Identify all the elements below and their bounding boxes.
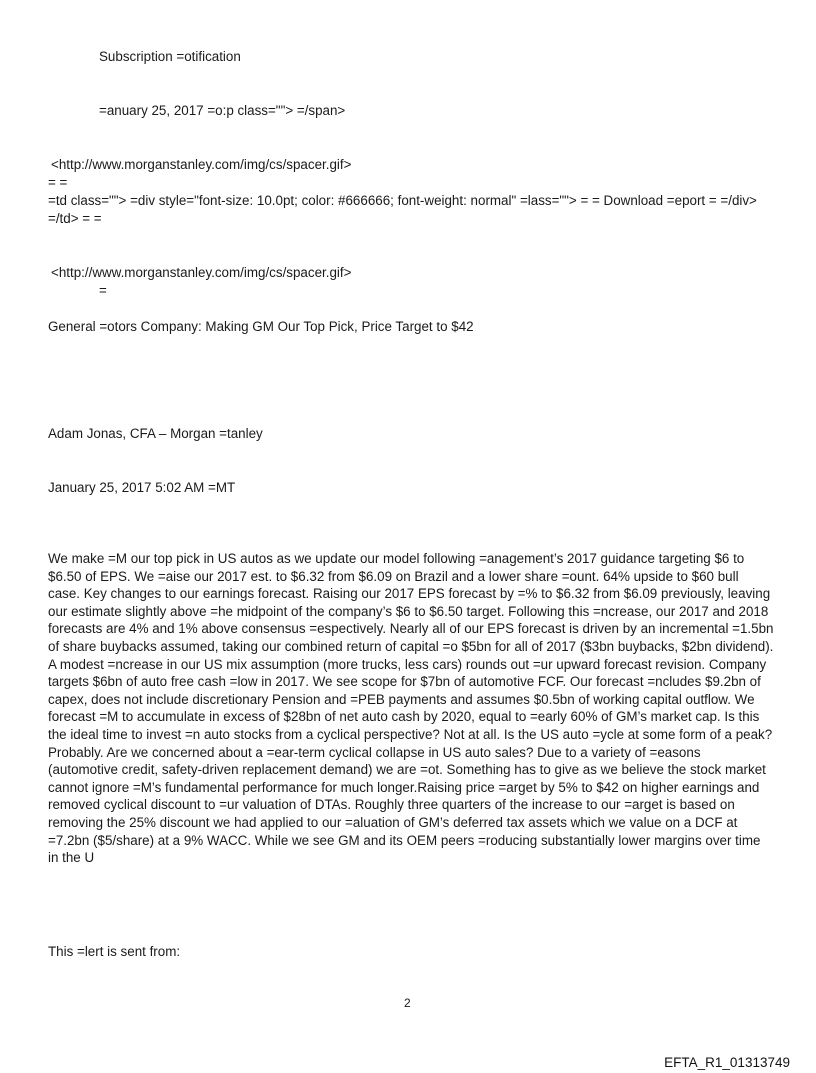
- article-body: We make =M our top pick in US autos as we update our model following =anagement’s 2017 guidance targeting $6 to $6.50 of EPS. We =aise our 2017 est. to $6.32 from $6.09 on Brazil and a lower share =ount. 64% upside to $60 bull case. Key changes to our earnings forecast. Raising our 2017 EPS forecast by =% to $6.32 from $6.09 previously, leaving our estimate slightly above =he midpoint of the company’s $6 to $6.50 target. Following this =ncrease, our 2017 and 2018 forecasts are 4% and 1% above consensus =espectively. Nearly all of our EPS forecast is driven by an incremental =1.5bn of share buybacks assumed, taking our combined return of capital =o $5bn for all of 2017 ($3bn buybacks, $2bn dividend). A modest =ncrease in our US mix assumption (more trucks, less cars) rounds out =ur upward forecast revision. Company targets $6bn of auto free cash =low in 2017. We see scope for $7bn of automotive FCF. Our forecast =ncludes $9.2bn of capex, does not include discretionary Pension and =PEB payments and assumes $0.5bn of working capital outflow. We forecast =M to accumulate in excess of $28bn of net auto cash by 2020, equal to =early 60% of GM’s market cap. Is this the ideal time to invest =n auto stocks from a cyclical perspective? Not at all. Is the US auto =ycle at some form of a peak? Probably. Are we concerned about a =ear-term cyclical collapse in US auto sales? Due to a variety of =easons (automotive credit, safety-driven replacement demand) we are =ot. Something has to give as we believe the stock market cannot ignore =M’s fundamental performance for much longer.Raising price =arget by 5% to $42 on higher earnings and removed cyclical discount to =ur valuation of DTAs. Roughly three quarters of the increase to our =arget is based on removing the 25% discount we had applied to our =aluation of GM’s deferred tax assets which we value on a DCF at =7.2bn ($5/share) at a 9% WACC. While we see GM and its OEM peers =roducing substantially lower margins over time in the U: [48, 551, 774, 866]
- article-timestamp: January 25, 2017 5:02 AM =MT: [48, 480, 236, 495]
- article-author: Adam Jonas, CFA – Morgan =tanley: [48, 426, 263, 441]
- html-fragment-line: = =: [48, 175, 68, 190]
- html-fragment-line: =: [99, 283, 107, 298]
- spacer-url-2: <http://www.morganstanley.com/img/cs/spacer.gif>: [51, 265, 352, 280]
- spacer-url-1: <http://www.morganstanley.com/img/cs/spacer.gif>: [51, 157, 352, 172]
- bates-number: EFTA_R1_01313749: [664, 1055, 790, 1070]
- page-number: 2: [404, 996, 411, 1010]
- subscription-heading: Subscription =otification: [99, 49, 241, 64]
- date-line: =anuary 25, 2017 =o:p class=""> =/span>: [99, 103, 346, 118]
- html-fragment-line: =td class=""> =div style="font-size: 10.0pt; color: #666666; font-weight: normal" =lass=""> = = Download =eport = =/div>: [48, 193, 757, 208]
- html-fragment-line: =/td> = =: [48, 211, 102, 226]
- article-title: General =otors Company: Making GM Our Top Pick, Price Target to $42: [48, 319, 474, 334]
- alert-source-line: This =lert is sent from:: [48, 944, 181, 959]
